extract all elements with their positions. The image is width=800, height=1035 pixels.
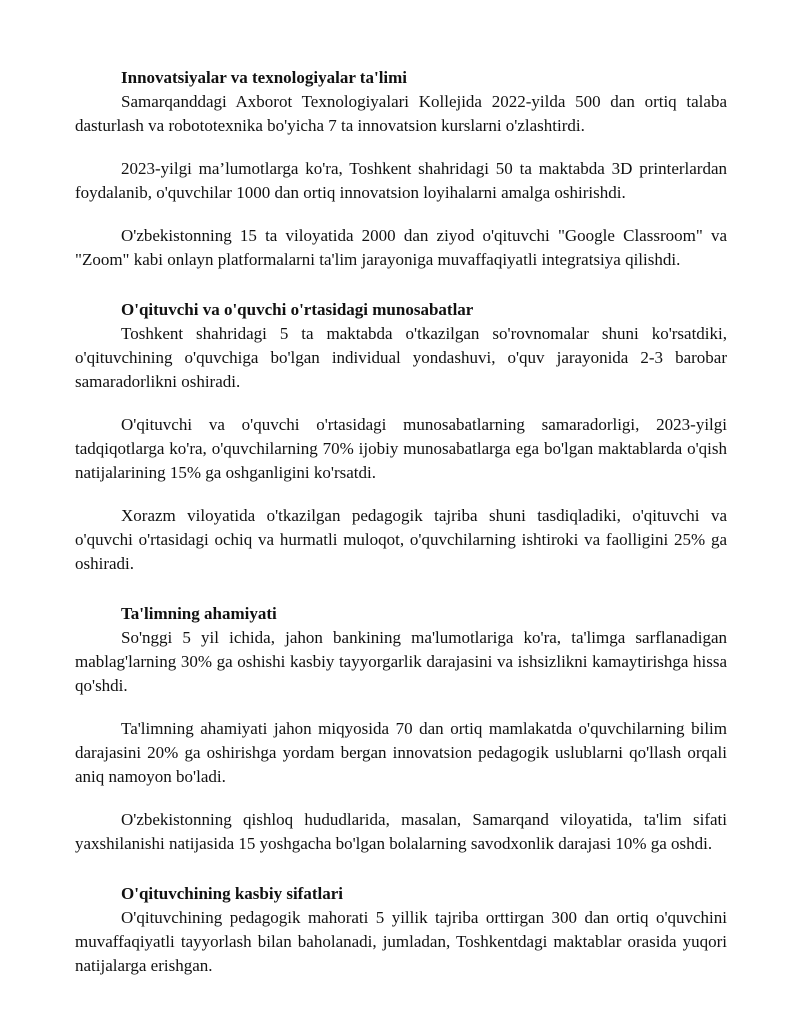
paragraph: O'zbekistonning qishloq hududlarida, masalan, Samarqand viloyatida, ta'lim sifati yaxshilanishi natijasida 15 yoshgacha bo'lgan bolalarning savodxonlik darajasi 10% ga oshdi. xyxy=(75,810,727,853)
document-page xyxy=(75,66,727,978)
paragraph: Samarqanddagi Axborot Texnologiyalari Kollejida 2022-yilda 500 dan ortiq talaba dasturlash va robototexnika bo'yicha 7 ta innovatsion kurslarni o'zlashtirdi. xyxy=(75,92,727,135)
paragraph: O'qituvchining pedagogik mahorati 5 yillik tajriba orttirgan 300 dan ortiq o'quvchini muvaffaqiyatli tayyorlash bilan baholanadi, jumladan, Toshkentdagi maktablar orasida yuqori natijalarga erishgan. xyxy=(75,908,727,975)
paragraph: So'nggi 5 yil ichida, jahon bankining ma'lumotlariga ko'ra, ta'limga sarflanadigan mablag'larning 30% ga oshishi kasbiy tayyorgarlik darajasini va ishsizlikni kamaytirishga hissa qo'shdi. xyxy=(75,628,727,695)
section-heading: O'qituvchining kasbiy sifatlari xyxy=(121,884,343,903)
paragraph: O'zbekistonning 15 ta viloyatida 2000 dan ziyod o'qituvchi "Google Classroom" va "Zoom" kabi onlayn platformalarni ta'lim jarayoniga muvaffaqiyatli integratsiya qilishdi. xyxy=(75,226,727,269)
paragraph: Toshkent shahridagi 5 ta maktabda o'tkazilgan so'rovnomalar shuni ko'rsatdiki, o'qituvchining o'quvchiga bo'lgan individual yondashuvi, o'quv jarayonida 2-3 barobar samaradorlikni oshiradi. xyxy=(75,324,727,391)
paragraph: Xorazm viloyatida o'tkazilgan pedagogik tajriba shuni tasdiqladiki, o'qituvchi va o'quvchi o'rtasidagi ochiq va hurmatli muloqot, o'quvchilarning ishtiroki va faolligini 25% ga oshiradi. xyxy=(75,506,727,573)
paragraph: O'qituvchi va o'quvchi o'rtasidagi munosabatlarning samaradorligi, 2023-yilgi tadqiqotlarga ko'ra, o'quvchilarning 70% ijobiy munosabatlarga ega bo'lgan maktablarda o'qish natijalarining 15% ga oshganligini ko'rsatdi. xyxy=(75,415,727,482)
paragraph: 2023-yilgi ma’lumotlarga ko'ra, Toshkent shahridagi 50 ta maktabda 3D printerlardan foydalanib, o'quvchilar 1000 dan ortiq innovatsion loyihalarni amalga oshirishdi. xyxy=(75,159,727,202)
section-heading: O'qituvchi va o'quvchi o'rtasidagi munosabatlar xyxy=(121,300,474,319)
section-heading: Innovatsiyalar va texnologiyalar ta'limi xyxy=(121,68,408,87)
paragraph: Ta'limning ahamiyati jahon miqyosida 70 dan ortiq mamlakatda o'quvchilarning bilim darajasini 20% ga oshirishga yordam bergan innovatsion pedagogik uslublarni qo'llash orqali aniq namoyon bo'ladi. xyxy=(75,719,727,786)
section-heading: Ta'limning ahamiyati xyxy=(121,604,277,623)
